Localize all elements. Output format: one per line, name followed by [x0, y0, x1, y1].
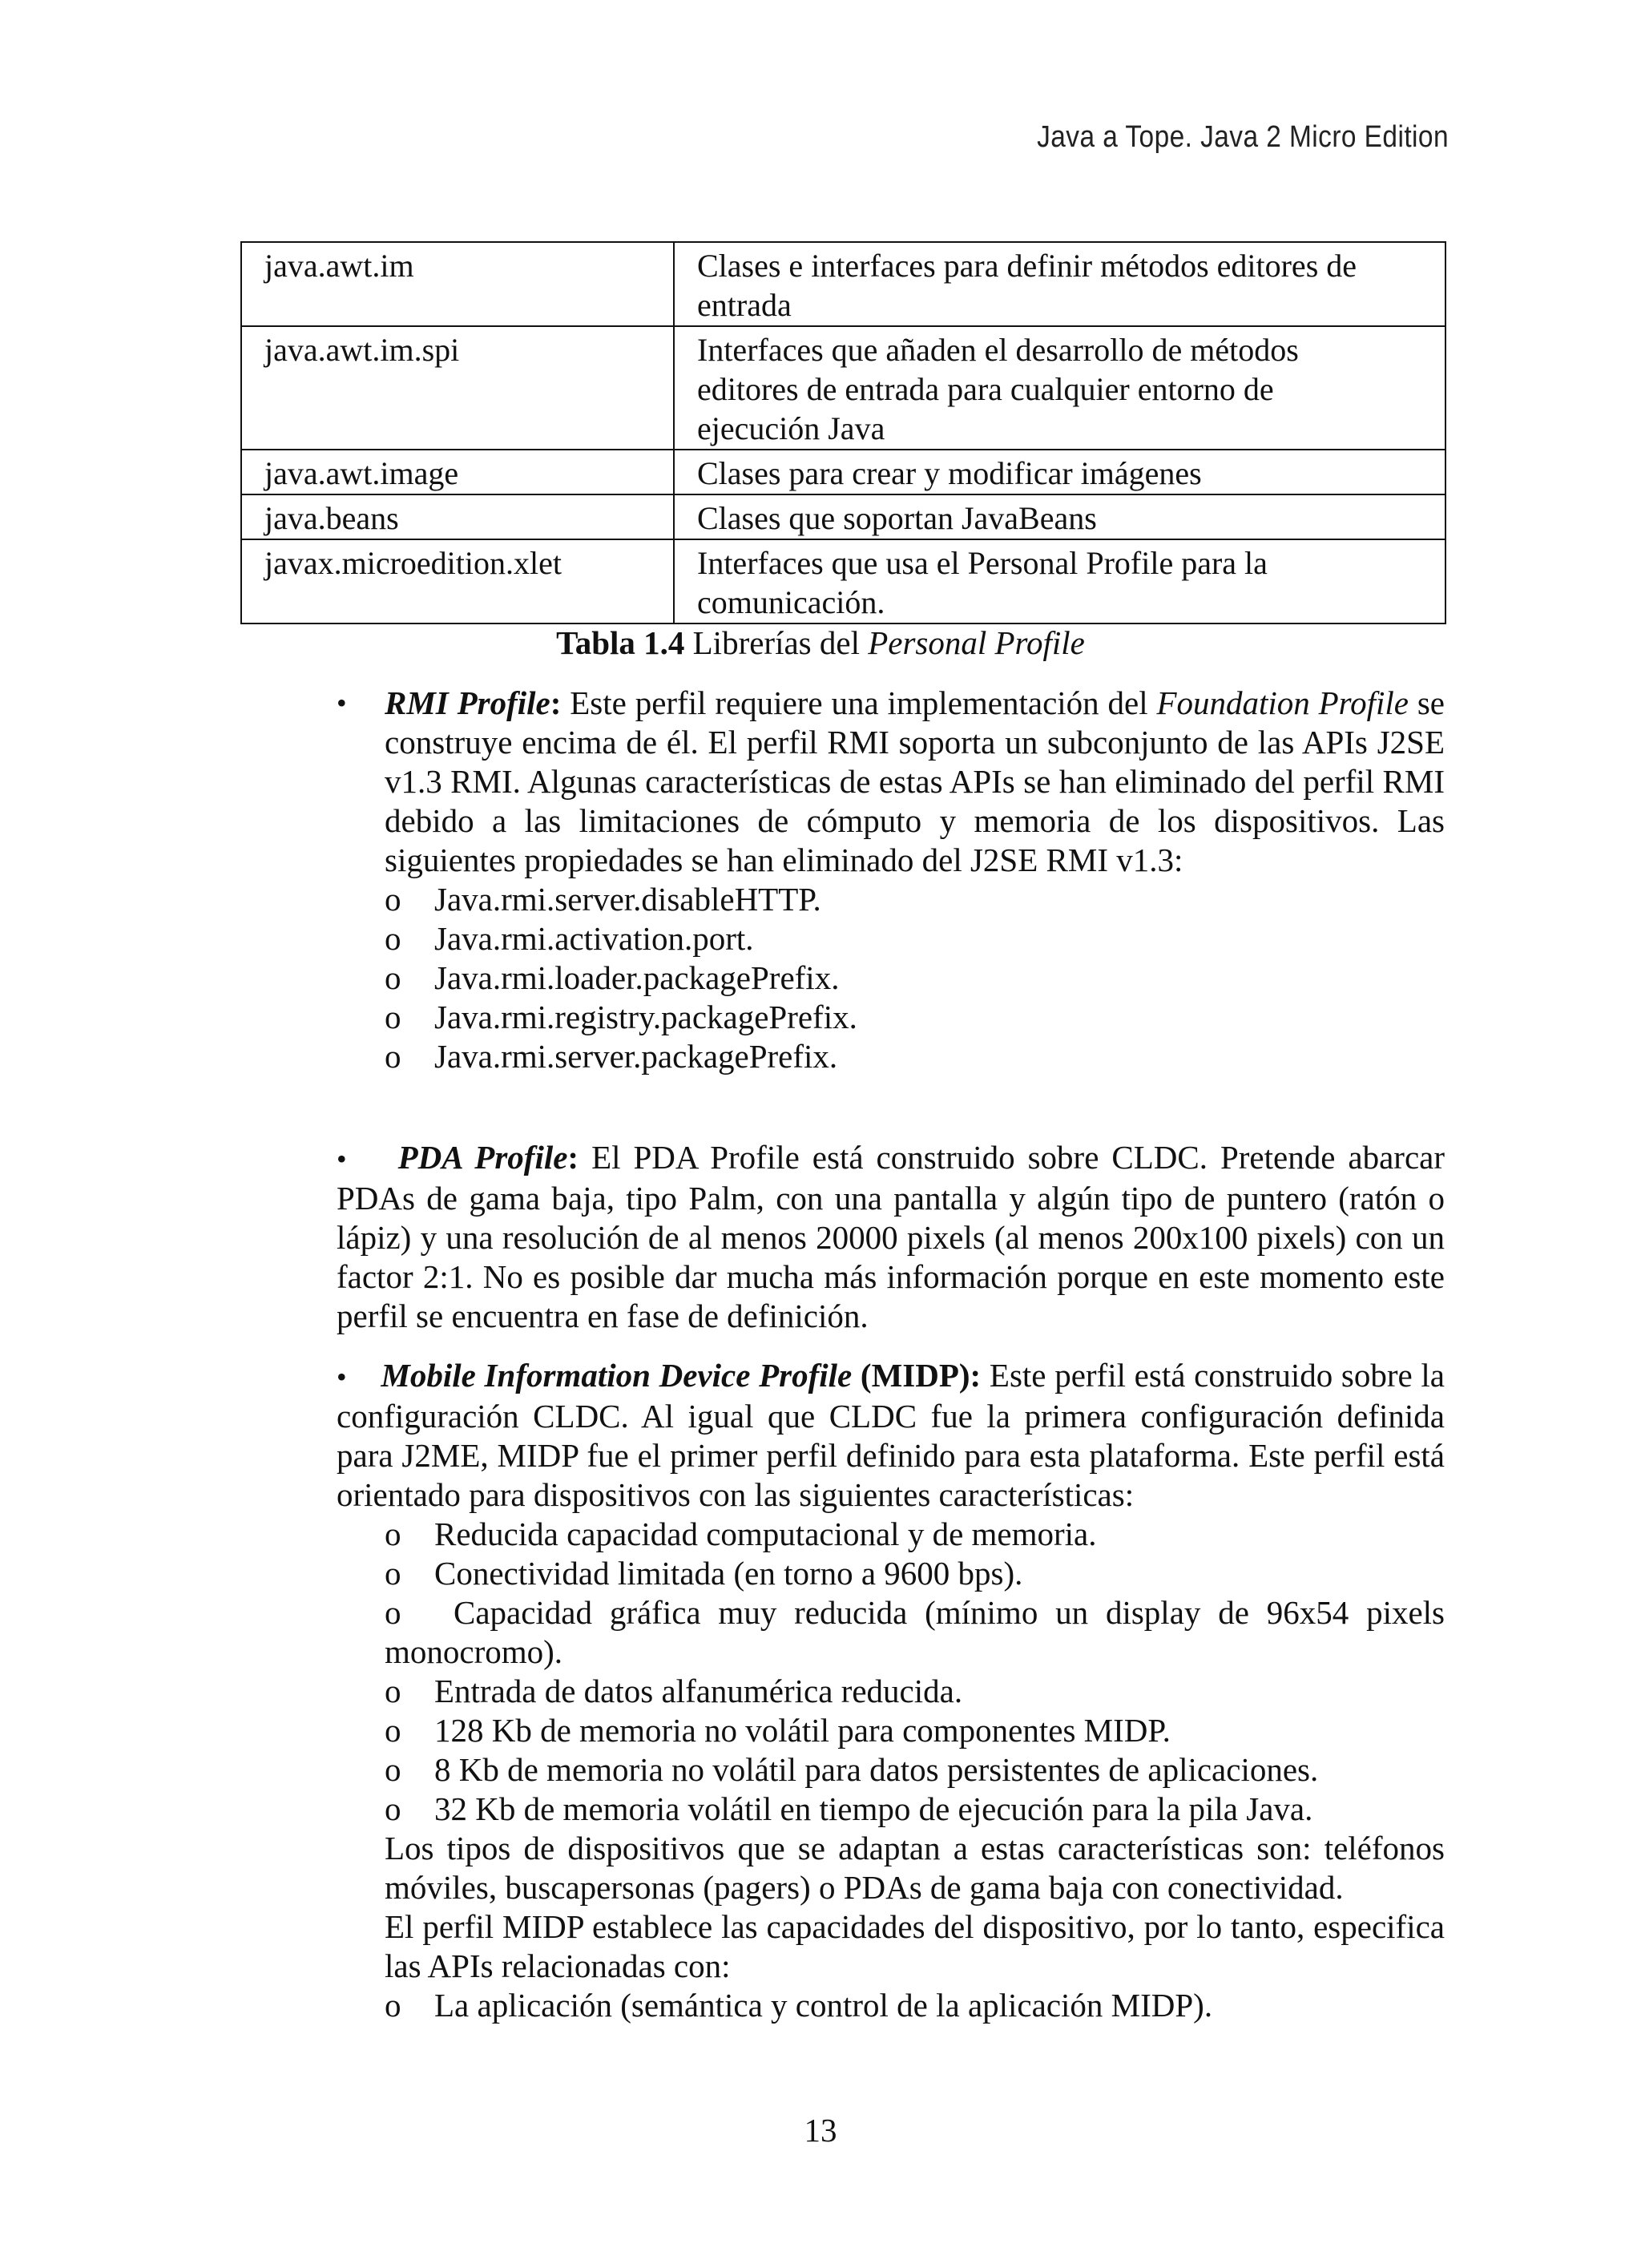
- list-item: o 32 Kb de memoria volátil en tiempo de ejecución para la pila Java.: [385, 1790, 1313, 1827]
- table-row: [241, 494, 1445, 539]
- running-header: Java a Tope. Java 2 Micro Edition: [1037, 120, 1449, 154]
- midp-details: [337, 1515, 1445, 2025]
- description-cell: Clases que soportan JavaBeans: [674, 494, 1445, 539]
- rmi-properties-list: [385, 880, 1445, 1076]
- bullet-icon: •: [337, 687, 347, 719]
- rmi-title: RMI Profile: [385, 684, 550, 721]
- table-row: [241, 326, 1445, 450]
- table-row: [241, 450, 1445, 494]
- pda-profile-section: [337, 1138, 1445, 1336]
- list-item: o Java.rmi.server.packagePrefix.: [385, 1038, 838, 1075]
- list-item: o Java.rmi.registry.packagePrefix.: [385, 999, 857, 1035]
- list-item: o Conectividad limitada (en torno a 9600 bps).: [385, 1555, 1023, 1592]
- list-item: o 8 Kb de memoria no volátil para datos persistentes de aplicaciones.: [385, 1751, 1319, 1788]
- package-cell: java.awt.im.spi: [241, 326, 674, 450]
- list-item: o 128 Kb de memoria no volátil para componentes MIDP.: [385, 1712, 1171, 1749]
- midp-apis-paragraph: El perfil MIDP establece las capacidades del dispositivo, por lo tanto, especifica las APIs relacionadas con:: [385, 1908, 1445, 1984]
- libraries-table: [240, 241, 1446, 624]
- midp-section: [337, 1356, 1445, 2025]
- description-cell: Clases e interfaces para definir métodos editores de entrada: [674, 242, 1445, 326]
- page-number: 13: [804, 2112, 837, 2149]
- pda-title: PDA Profile: [397, 1139, 568, 1176]
- bullet-icon: •: [337, 1143, 347, 1175]
- list-item: o Capacidad gráfica muy reducida (mínimo un display de 96x54 pixels monocromo).: [385, 1594, 1445, 1670]
- package-cell: java.awt.image: [241, 450, 674, 494]
- midp-paragraph: • Mobile Information Device Profile (MIDP): Este perfil está construido sobre la configuración CLDC. Al igual que CLDC fue la primera configuración definida para J2ME, MIDP fue el primer perfil definido para esta plataforma. Este perfil está orientado para dispositivos con las siguientes características:: [337, 1357, 1445, 1513]
- package-cell: java.awt.im: [241, 242, 674, 326]
- description-cell: Interfaces que añaden el desarrollo de métodos editores de entrada para cualquier entorno de ejecución Java: [674, 326, 1445, 450]
- list-item: o Java.rmi.loader.packagePrefix.: [385, 959, 840, 996]
- list-item: o Java.rmi.server.disableHTTP.: [385, 881, 821, 918]
- pda-paragraph: • PDA Profile: El PDA Profile está construido sobre CLDC. Pretende abarcar PDAs de gama baja, tipo Palm, con una pantalla y algún tipo de puntero (ratón o lápiz) y una resolución de al menos 20000 pixels (al menos 200x100 pixels) con un factor 2:1. No es posible dar mucha más información porque en este momento este perfil se encuentra en fase de definición.: [337, 1139, 1445, 1334]
- rmi-paragraph: RMI Profile: Este perfil requiere una implementación del Foundation Profile se construye encima de él. El perfil RMI soporta un subconjunto de las APIs J2SE v1.3 RMI. Algunas características de estas APIs se han eliminado del perfil RMI debido a las limitaciones de cómputo y memoria de los dispositivos. Las siguientes propiedades se han eliminado del J2SE RMI v1.3:: [385, 684, 1445, 878]
- midp-title: Mobile Information Device Profile: [381, 1357, 853, 1394]
- package-cell: java.beans: [241, 494, 674, 539]
- table-caption: Tabla 1.4 Librerías del Personal Profile: [556, 624, 1085, 661]
- midp-api-list: [385, 1986, 1445, 2025]
- rmi-profile-section: [337, 684, 1445, 1076]
- description-cell: Clases para crear y modificar imágenes: [674, 450, 1445, 494]
- list-item: o La aplicación (semántica y control de la aplicación MIDP).: [385, 1987, 1213, 2024]
- bullet-icon: •: [337, 1361, 347, 1393]
- list-item: o Reducida capacidad computacional y de memoria.: [385, 1515, 1097, 1552]
- midp-devices-paragraph: Los tipos de dispositivos que se adaptan a estas características son: teléfonos móviles, buscapersonas (pagers) o PDAs de gama baja con conectividad.: [385, 1830, 1445, 1906]
- list-item: o Java.rmi.activation.port.: [385, 920, 754, 957]
- table-row: [241, 539, 1445, 623]
- description-cell: Interfaces que usa el Personal Profile para la comunicación.: [674, 539, 1445, 623]
- package-cell: javax.microedition.xlet: [241, 539, 674, 623]
- list-item: o Entrada de datos alfanumérica reducida.: [385, 1673, 963, 1709]
- table-row: [241, 242, 1445, 326]
- caption-italic: Personal Profile: [868, 624, 1085, 661]
- caption-label: Tabla 1.4: [556, 624, 685, 661]
- midp-characteristics-list: [385, 1515, 1445, 1829]
